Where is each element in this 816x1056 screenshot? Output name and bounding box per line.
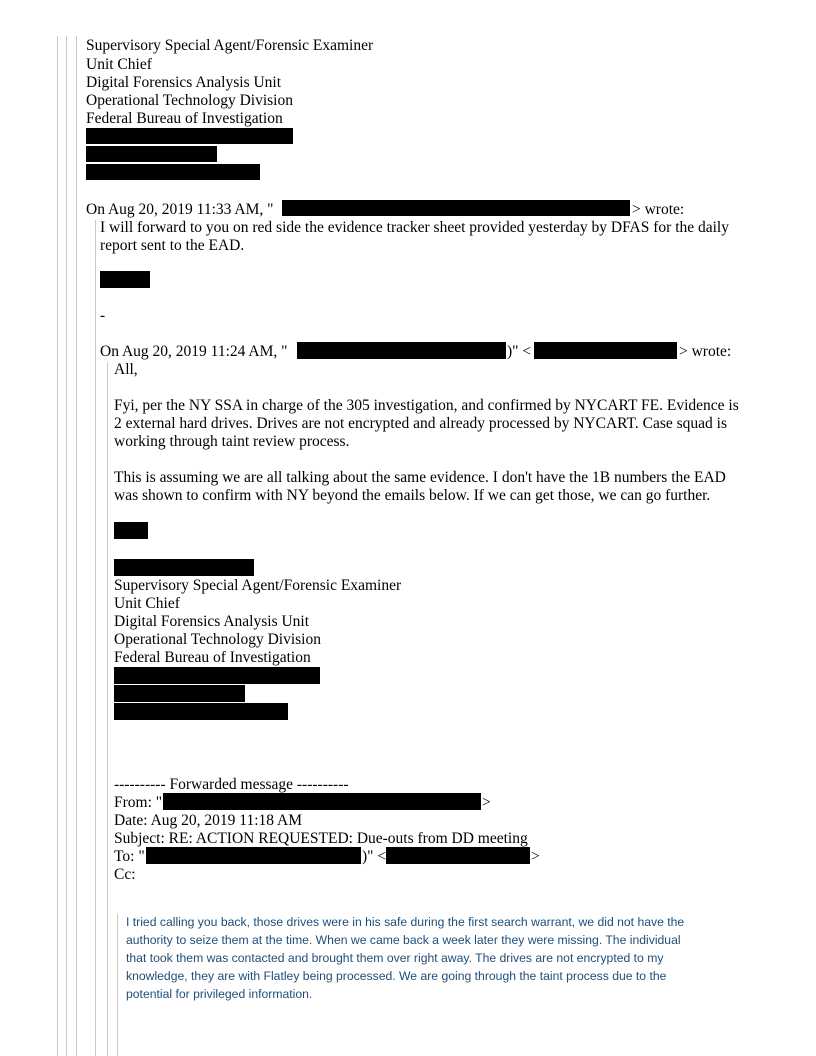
reply-header-prefix: On Aug 20, 2019 11:24 AM, " (100, 343, 288, 360)
reply-header-mid: )" < (507, 343, 532, 360)
body-line: was shown to confirm with NY beyond the emails below. If we can get those, we can go further. (114, 487, 711, 504)
redaction (114, 559, 254, 576)
forwarded-banner: ---------- Forwarded message ---------- (114, 776, 349, 793)
quoted-line: knowledge, they are with Flatley being processed. We are going through the taint process due to the (126, 969, 667, 983)
redaction (86, 128, 293, 144)
redaction (114, 703, 288, 720)
to-suffix: > (531, 848, 540, 865)
redaction (100, 271, 150, 288)
to-prefix: To: " (114, 848, 145, 865)
reply-body-line: I will forward to you on red side the evidence tracker sheet provided yesterday by DFAS for the daily (100, 219, 729, 236)
signature-division: Operational Technology Division (86, 92, 293, 109)
redaction (386, 847, 530, 864)
quote-rule (57, 36, 58, 1056)
redaction (146, 847, 361, 864)
redaction (297, 342, 506, 359)
redaction (86, 146, 217, 162)
redaction (114, 667, 320, 684)
to-mid: )" < (362, 848, 387, 865)
reply-header-suffix: > wrote: (679, 343, 732, 360)
quote-rule (95, 220, 96, 1056)
redaction (282, 200, 630, 216)
signature-agency: Federal Bureau of Investigation (114, 649, 311, 666)
quoted-line: that took them was contacted and brought them over right away. The drives are not encrypted to my (126, 951, 664, 965)
signature-division: Operational Technology Division (114, 631, 321, 648)
redaction (163, 793, 481, 810)
signature-title: Supervisory Special Agent/Forensic Examiner (114, 577, 402, 594)
redaction (114, 685, 245, 702)
from-prefix: From: " (114, 794, 163, 811)
quote-rule (76, 36, 77, 1056)
greeting: All, (114, 361, 138, 378)
signature-role: Unit Chief (114, 595, 180, 612)
quoted-line: potential for privileged information. (126, 987, 313, 1001)
reply-body-line: report sent to the EAD. (100, 237, 245, 254)
reply-header-prefix: On Aug 20, 2019 11:33 AM, " (86, 201, 274, 218)
quote-rule (66, 36, 67, 1056)
quoted-line: I tried calling you back, those drives were in his safe during the first search warrant, we did not have the (126, 915, 685, 929)
signature-unit: Digital Forensics Analysis Unit (114, 613, 310, 630)
from-suffix: > (482, 794, 491, 811)
body-line: Fyi, per the NY SSA in charge of the 305 investigation, and confirmed by NYCART FE. Evidence is (114, 397, 739, 414)
quoted-line: authority to seize them at the time. When we came back a week later they were missing. The individual (126, 933, 681, 947)
signature-title: Supervisory Special Agent/Forensic Examiner (86, 37, 374, 54)
signature-role: Unit Chief (86, 56, 152, 73)
subject-line: Subject: RE: ACTION REQUESTED: Due-outs from DD meeting (114, 830, 528, 847)
body-line: working through taint review process. (114, 433, 350, 450)
signature-unit: Digital Forensics Analysis Unit (86, 74, 282, 91)
cc-line: Cc: (114, 866, 136, 883)
reply-header-suffix: > wrote: (632, 201, 685, 218)
quote-rule (117, 914, 118, 1056)
quote-rule (107, 362, 108, 1056)
date-line: Date: Aug 20, 2019 11:18 AM (114, 812, 303, 829)
redaction (534, 342, 677, 359)
signature-agency: Federal Bureau of Investigation (86, 110, 283, 127)
reply-dash: - (100, 307, 106, 324)
body-line: 2 external hard drives. Drives are not encrypted and already processed by NYCART. Case squad is (114, 415, 727, 432)
redaction (86, 164, 260, 180)
redaction (114, 522, 148, 539)
body-line: This is assuming we are all talking about the same evidence. I don't have the 1B numbers the EAD (114, 469, 726, 486)
